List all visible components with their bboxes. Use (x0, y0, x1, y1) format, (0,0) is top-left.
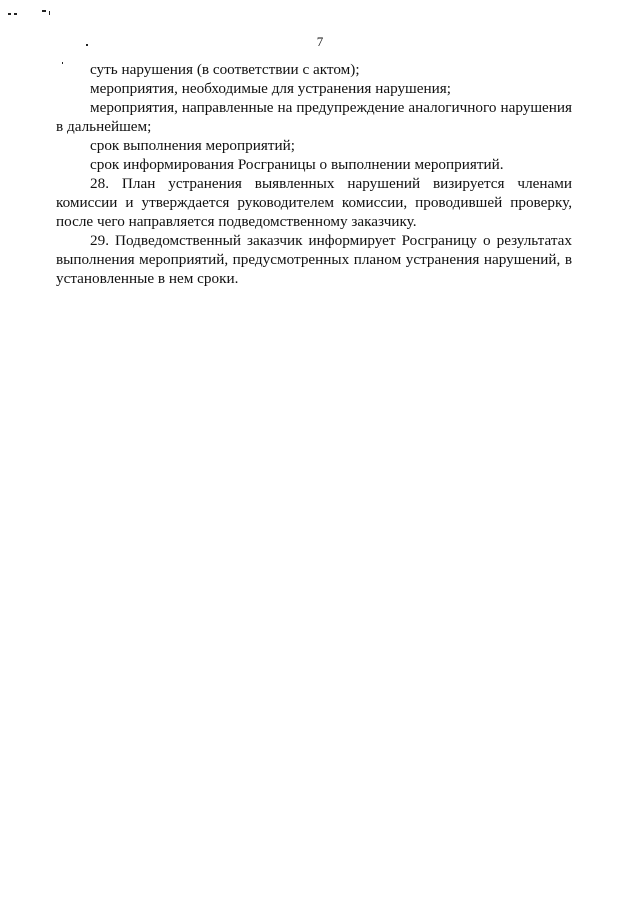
page-number: 7 (316, 34, 324, 49)
paragraph-notification-deadline: срок информирования Росграницы о выполнении мероприятий. (90, 156, 504, 173)
paragraph-preventive-measures: мероприятия, направленные на предупреждение аналогичного нарушения в дальнейшем; (56, 99, 572, 135)
scan-artifact (8, 13, 11, 15)
paragraph-execution-deadline: срок выполнения мероприятий; (90, 137, 295, 154)
paragraph-item-28: 28. План устранения выявленных нарушений визируется членами комиссии и утверждается руководителем комиссии, проводившей проверку, после чего направляется подведомственному заказчику. (56, 175, 572, 230)
scan-artifact (49, 11, 50, 15)
paragraph-item-29: 29. Подведомственный заказчик информирует Росграницу о результатах выполнения мероприятий, предусмотренных планом устранения нарушений, в установленные в нем сроки. (56, 232, 572, 287)
scan-artifact (42, 10, 46, 12)
scan-artifact (14, 13, 17, 15)
paragraph-required-measures: мероприятия, необходимые для устранения нарушения; (90, 80, 451, 97)
paragraph-violation-essence: суть нарушения (в соответствии с актом); (90, 61, 360, 78)
document-body (56, 60, 572, 288)
